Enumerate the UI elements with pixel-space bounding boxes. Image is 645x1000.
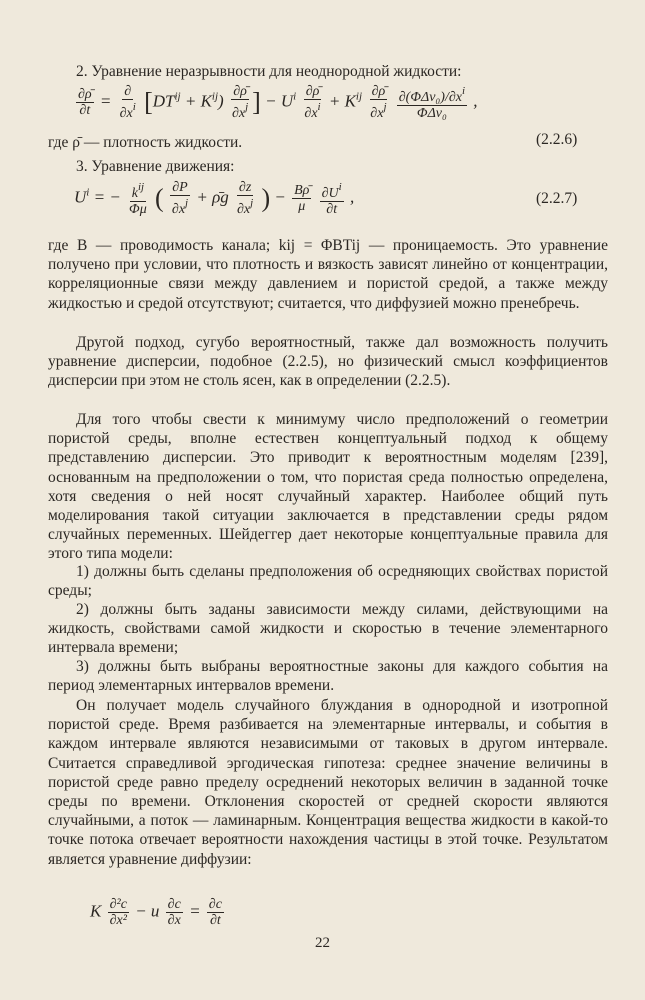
motion-equation: $U^i$ = − $\frac{k^{ij}}{\Phi\mu}$ ( $\frac{\partial P}{\partial x^j}$ + ρ̄g $\frac{\partial z}{\partial x^j}$ ) − $\frac{B\rhō}{\mu}$ $\frac{\partial U^i}{\partial t}$ , (74, 180, 355, 217)
equation-number-2-2-6: (2.2.6) (536, 131, 578, 148)
rule-1: 1) должны быть сделаны предположения об осредняющих свойствах пористой среды; (48, 563, 608, 600)
rule-3: 3) должны быть выбраны вероятностные законы для каждого события на период элементарных интервалов времени. (48, 658, 608, 695)
paragraph-random-walk: Он получает модель случайного блуждания в однородной и изотропной пористой среде. Время разбивается на элементарные интервалы, и события в каждом интервале являются независимыми от таковых в другом интервале. Считается справедливой эргодическая гипотеза: среднее значение величины в пористой среде равно пределу осреднений некоторых величин в заданной точке среды по времени. Отклонения скоростей от средней скорости являются случайными, а поток — ламинарным. Концентрация вещества жидкости в какой-то точке потока отвечает вероятности нахождения частицы в этой точке. Результатом является уравнение диффузии: (48, 697, 608, 868)
paragraph-other-approach: Другой подход, сугубо вероятностный, также дал возможность получить уравнение дисперсии, подобное (2.2.5), но физический смысл коэффициентов дисперсии при этом не столь ясен, как в определении (2.2.5). (48, 334, 608, 390)
equation-number-2-2-7: (2.2.7) (536, 190, 578, 207)
page-number: 22 (315, 935, 330, 951)
density-caption: где ρ̄ — плотность жидкости. (48, 134, 243, 151)
paragraph-conductivity: где B — проводимость канала; kij = ΦBTij — проницаемость. Это уравнение получено при условии, что плотность и вязкость зависят линейно от концентрации, корреляционные связи между давлением и пористой средой, а также между жидкостью и средой отсутствуют; считается, что диффузией можно пренебречь. (48, 237, 608, 312)
item-3-heading: 3. Уравнение движения: (76, 158, 235, 175)
continuity-equation: $\frac{\partial\rhō}{\partial t}$ = $\frac{\partial}{\partial x^i}$ $[DT^{ij} + K^{ij})$ $\frac{\partial\rhō}{\partial x^j}$ ] − $U^i$ $\frac{\partial\rhō}{\partial x^i}$ + $K^{ij}$ $\frac{\partial\rhō}{\partial x^j}$ $\frac{\partial(\Phi\Delta v_0)/\partial x^i}{\text{ΦΔv₀}}$ , (78, 84, 478, 121)
diffusion-equation: K $\frac{\text{∂²c}}{\text{∂x²}}$ − u $\frac{\partial c}{\partial x}$ = $\frac{\partial c}{\partial t}$ (90, 897, 222, 928)
paragraph-minimize-assumptions: Для того чтобы свести к минимуму число предположений о геометрии пористой среды, вполне естествен концептуальный подход к общему представлению дисперсии. Это приводит к вероятностным моделям [239], основанным на предположении о том, что пористая среда полностью определена, хотя сведения о ней носят случайный характер. Наиболее общий путь моделирования такой ситуации заключается в представлении среды рядом случайных переменных. Шейдеггер дает некоторые концептуальные правила для этого типа модели: (48, 411, 608, 563)
item-2-heading: 2. Уравнение неразрывности для неоднородной жидкости: (76, 63, 462, 80)
rule-2: 2) должны быть заданы зависимости между силами, действующими на жидкость, свойствами самой жидкости и скоростью в течение элементарного интервала времени; (48, 601, 608, 657)
